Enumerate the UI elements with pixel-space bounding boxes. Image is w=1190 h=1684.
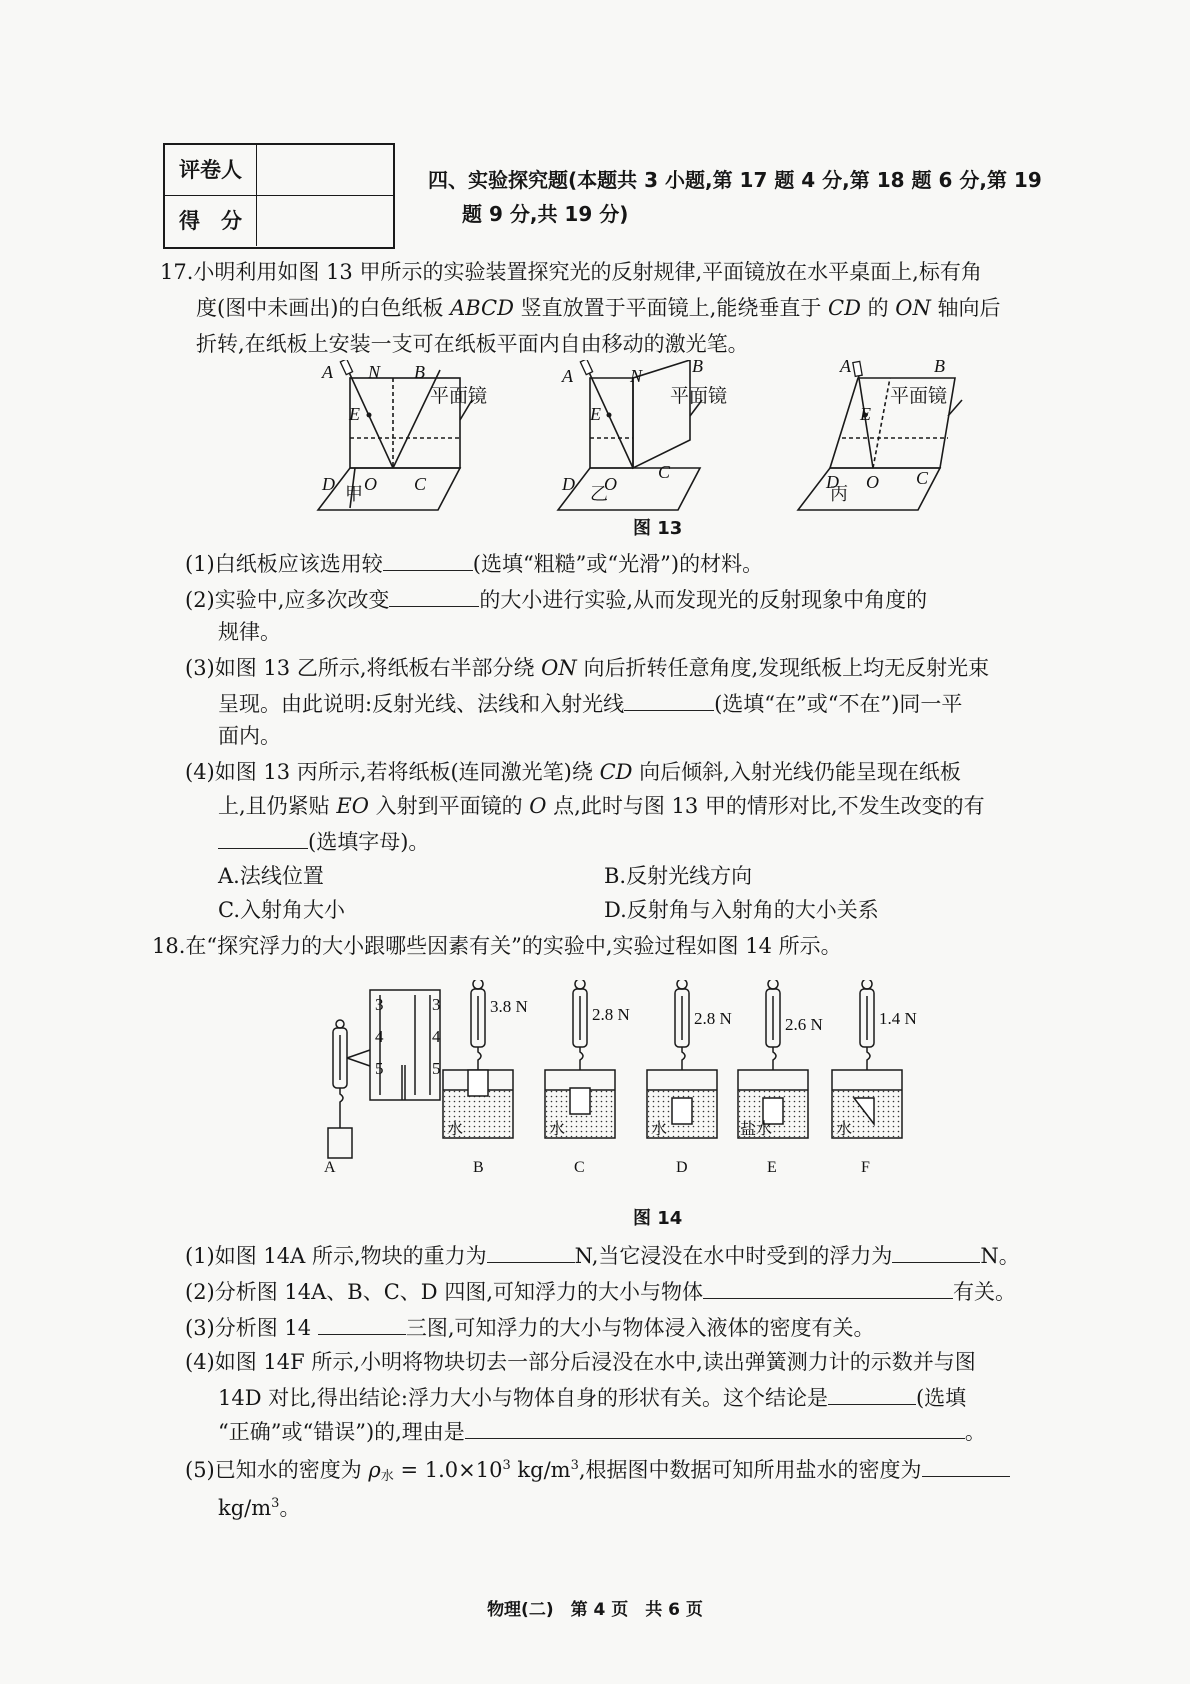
fig14-setup-a — [328, 990, 440, 1158]
svg-text:C: C — [414, 474, 427, 494]
q18-intro: 18.在“探究浮力的大小跟哪些因素有关”的实验中,实验过程如图 14 所示。 — [152, 934, 842, 958]
svg-text:N: N — [368, 362, 381, 382]
svg-text:D: D — [322, 474, 335, 494]
q18-part2: (2)分析图 14A、B、C、D 四图,可知浮力的大小与物体 有关。 — [185, 1276, 1016, 1306]
q18-part1: (1)如图 14A 所示,物块的重力为 N,当它浸没在水中时受到的浮力为 N。 — [185, 1240, 1020, 1270]
mirror-label-yi: 平面镜 — [670, 386, 728, 407]
fig14-setup-d — [647, 980, 717, 1138]
q18-part5: (5)已知水的密度为 $\rho_水 = 1.0\times 10^3$ $kg/m^3$,根据图中数据可知所用盐水的密度为 — [185, 1452, 1010, 1491]
fig13-label-jia: 甲 — [345, 484, 363, 505]
q17-part3-line2: 呈现。由此说明:反射光线、法线和入射光线 (选填“在”或“不在”)同一平 — [218, 688, 962, 718]
svg-text:A: A — [562, 366, 573, 386]
svg-text:D: D — [562, 474, 575, 494]
mirror-label-jia: 平面镜 — [430, 386, 488, 407]
q17-part3: (3)如图 13 乙所示,将纸板右半部分绕 ON 向后折转任意角度,发现纸板上均无反射光束 — [185, 656, 990, 680]
grader-row-reviewer — [165, 145, 393, 196]
score-label: 得 分 — [165, 196, 257, 246]
q17-intro-line1: 17.小明利用如图 13 甲所示的实验装置探究光的反射规律,平面镜放在水平桌面上,标有角 — [160, 260, 982, 284]
q17-part4-line3: (选填字母)。 — [218, 826, 429, 856]
q17-part2-cont: 规律。 — [218, 620, 281, 644]
svg-text:E: E — [767, 1159, 777, 1176]
svg-text:水: 水 — [549, 1121, 566, 1138]
q18-part4-line3: “正确”或“错误”)的,理由是 。 — [218, 1416, 986, 1446]
section-title-line1: 四、实验探究题(本题共 3 小题,第 17 题 4 分,第 18 题 6 分,第 19 — [428, 168, 1042, 192]
svg-text:O: O — [364, 474, 377, 494]
svg-text:水: 水 — [651, 1121, 668, 1138]
svg-text:3: 3 — [375, 995, 384, 1014]
svg-text:N: N — [630, 366, 643, 386]
q18-part3: (3)分析图 14 三图,可知浮力的大小与物体浸入液体的密度有关。 — [185, 1312, 875, 1342]
q18-part4: (4)如图 14F 所示,小明将物块切去一部分后浸没在水中,读出弹簧测力计的示数并与图 — [185, 1350, 976, 1374]
svg-text:A: A — [324, 1159, 336, 1176]
svg-text:水: 水 — [836, 1121, 853, 1138]
q17-part1: (1)白纸板应该选用较 (选填“粗糙”或“光滑”)的材料。 — [185, 548, 763, 578]
reading-e: 2.6 N — [785, 1015, 823, 1034]
svg-text:B: B — [692, 360, 703, 376]
svg-text:盐水: 盐水 — [740, 1121, 773, 1138]
svg-text:E: E — [860, 404, 871, 424]
reading-f: 1.4 N — [879, 1009, 917, 1028]
svg-text:4: 4 — [432, 1027, 441, 1046]
reading-c: 2.8 N — [592, 1005, 630, 1024]
fig14-setup-c — [545, 980, 615, 1138]
q17-part4-line2: 上,且仍紧贴 EO 入射到平面镜的 O 点,此时与图 13 甲的情形对比,不发生改变的有 — [218, 794, 985, 818]
q17-option-d: D.反射角与入射角的大小关系 — [604, 898, 879, 922]
q17-intro-line2: 度(图中未画出)的白色纸板 ABCD 竖直放置于平面镜上,能绕垂直于 CD 的 ON 轴向后 — [196, 296, 1001, 320]
figure-14 — [320, 980, 970, 1200]
q17-part2: (2)实验中,应多次改变 的大小进行实验,从而发现光的反射现象中角度的 — [185, 584, 927, 614]
svg-text:B: B — [414, 362, 425, 382]
svg-text:C: C — [916, 468, 929, 488]
svg-text:4: 4 — [375, 1027, 384, 1046]
fig14-caption: 图 14 — [633, 1208, 683, 1229]
reviewer-label: 评卷人 — [165, 145, 257, 195]
mirror-label-bing: 平面镜 — [890, 386, 948, 407]
svg-text:C: C — [574, 1159, 585, 1176]
fig14-setup-f — [832, 980, 902, 1138]
q17-part4: (4)如图 13 丙所示,若将纸板(连同激光笔)绕 CD 向后倾斜,入射光线仍能呈现在纸板 — [185, 760, 961, 784]
q17-option-b: B.反射光线方向 — [604, 864, 753, 888]
svg-text:5: 5 — [375, 1059, 384, 1078]
svg-text:B: B — [473, 1159, 484, 1176]
reading-b: 3.8 N — [490, 997, 528, 1016]
svg-text:D: D — [676, 1159, 688, 1176]
svg-text:3: 3 — [432, 995, 441, 1014]
svg-text:A: A — [322, 362, 333, 382]
q17-option-a: A.法线位置 — [218, 864, 324, 888]
q18-part5-line2: $kg/m^3$。 — [218, 1496, 301, 1520]
q17-option-c: C.入射角大小 — [218, 898, 345, 922]
fig13-caption: 图 13 — [633, 518, 683, 539]
grader-row-score — [165, 196, 393, 246]
svg-text:D: D — [826, 472, 839, 492]
svg-text:O: O — [604, 474, 617, 494]
q17-part3-line3: 面内。 — [218, 724, 281, 748]
fig13-label-bing: 丙 — [830, 484, 848, 505]
reading-d: 2.8 N — [694, 1009, 732, 1028]
svg-text:E: E — [590, 404, 601, 424]
svg-text:水: 水 — [447, 1121, 464, 1138]
fig14-setup-e — [738, 980, 808, 1138]
page-footer: 物理(二) 第 4 页 共 6 页 — [487, 1600, 703, 1620]
svg-text:A: A — [840, 360, 851, 376]
svg-text:E: E — [349, 404, 360, 424]
svg-text:C: C — [658, 462, 671, 482]
q18-part4-line2: 14D 对比,得出结论:浮力大小与物体自身的形状有关。这个结论是 (选填 — [218, 1382, 966, 1412]
q17-intro-line3: 折转,在纸板上安装一支可在纸板平面内自由移动的激光笔。 — [196, 332, 749, 356]
section-title-line2: 题 9 分,共 19 分) — [462, 202, 629, 226]
svg-text:5: 5 — [432, 1059, 441, 1078]
grader-box — [163, 143, 395, 249]
svg-text:F: F — [861, 1159, 870, 1176]
svg-text:B: B — [934, 360, 945, 376]
figure-13 — [300, 360, 1020, 540]
fig13-label-yi: 乙 — [590, 484, 608, 505]
svg-text:O: O — [866, 472, 879, 492]
